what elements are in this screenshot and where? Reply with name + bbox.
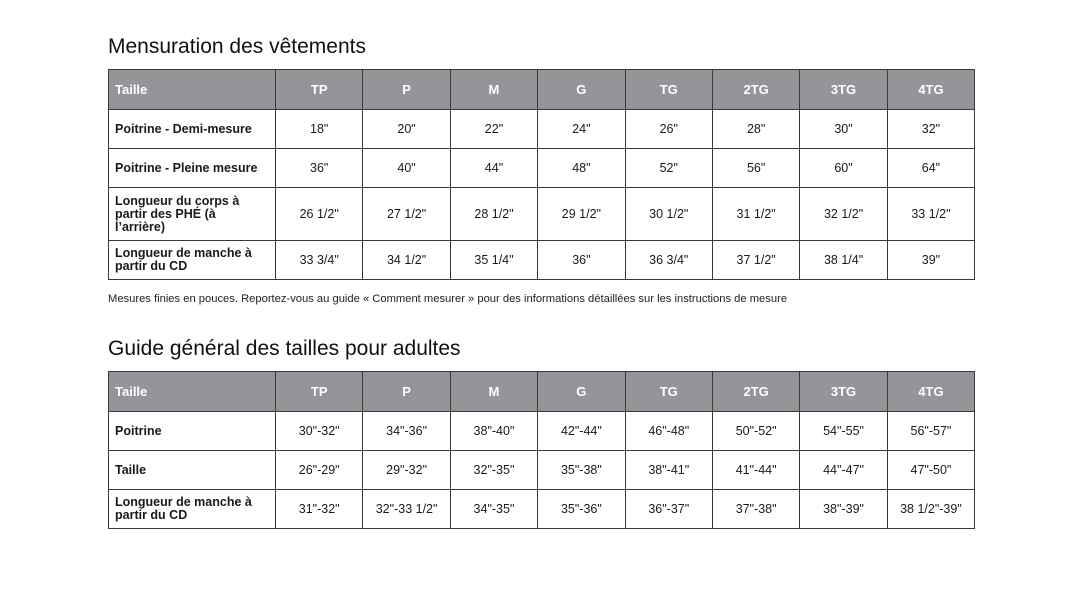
table-cell: 31"-32"	[276, 490, 363, 529]
table-cell: 35 1/4"	[450, 241, 537, 280]
table-cell: 48"	[538, 149, 625, 188]
table-cell: 38"-41"	[625, 451, 712, 490]
garment-measurements-title: Mensuration des vêtements	[108, 35, 366, 58]
table-cell: 34"-36"	[363, 412, 450, 451]
measurement-footnote: Mesures finies en pouces. Reportez-vous au guide « Comment mesurer » pour des informations détaillées sur les instructions de mesure	[108, 293, 788, 305]
table-cell: 30 1/2"	[625, 188, 712, 241]
header-cell-size: G	[538, 70, 625, 110]
table-cell: 50"-52"	[712, 412, 799, 451]
table-cell: 20"	[363, 110, 450, 149]
table-cell: 38"-39"	[800, 490, 887, 529]
table-cell: 38 1/4"	[800, 241, 887, 280]
table-row-body-length	[109, 188, 975, 241]
table-cell: 38"-40"	[450, 412, 537, 451]
table-row-sleeve-length	[109, 241, 975, 280]
table-cell: 33 1/2"	[887, 188, 974, 241]
table-cell: 32"-33 1/2"	[363, 490, 450, 529]
table-cell: 56"-57"	[887, 412, 974, 451]
row-label: Poitrine - Pleine mesure	[109, 149, 276, 188]
table-cell: 35"-36"	[538, 490, 625, 529]
table-header-row	[109, 372, 975, 412]
table-cell: 30"-32"	[276, 412, 363, 451]
header-cell-size: 3TG	[800, 70, 887, 110]
table-cell: 31 1/2"	[712, 188, 799, 241]
table-cell: 34 1/2"	[363, 241, 450, 280]
table-row-chest	[109, 412, 975, 451]
header-cell-size: TG	[625, 70, 712, 110]
table-cell: 37"-38"	[712, 490, 799, 529]
table-cell: 52"	[625, 149, 712, 188]
table-cell: 24"	[538, 110, 625, 149]
table-cell: 47"-50"	[887, 451, 974, 490]
row-label: Taille	[109, 451, 276, 490]
table-cell: 28 1/2"	[450, 188, 537, 241]
table-cell: 32"-35"	[450, 451, 537, 490]
table-cell: 54"-55"	[800, 412, 887, 451]
table-cell: 36"	[538, 241, 625, 280]
table-cell: 44"	[450, 149, 537, 188]
header-cell-taille: Taille	[109, 372, 276, 412]
row-label: Poitrine	[109, 412, 276, 451]
adult-size-guide-table	[108, 371, 975, 529]
table-cell: 18"	[276, 110, 363, 149]
header-cell-size: M	[450, 70, 537, 110]
table-cell: 30"	[800, 110, 887, 149]
table-cell: 29"-32"	[363, 451, 450, 490]
row-label: Poitrine - Demi-mesure	[109, 110, 276, 149]
table-cell: 33 3/4"	[276, 241, 363, 280]
table-row-chest-full	[109, 149, 975, 188]
row-label: Longueur de manche à partir du CD	[109, 490, 276, 529]
header-cell-size: 2TG	[712, 372, 799, 412]
table-cell: 35"-38"	[538, 451, 625, 490]
table-cell: 36 3/4"	[625, 241, 712, 280]
table-cell: 40"	[363, 149, 450, 188]
table-header-row	[109, 70, 975, 110]
row-label: Longueur du corps à partir des PHÉ (à l’arrière)	[109, 188, 276, 241]
header-cell-size: 3TG	[800, 372, 887, 412]
table-cell: 37 1/2"	[712, 241, 799, 280]
table-cell: 41"-44"	[712, 451, 799, 490]
table-cell: 39"	[887, 241, 974, 280]
table-row-sleeve-length	[109, 490, 975, 529]
table-cell: 26 1/2"	[276, 188, 363, 241]
garment-measurements-table	[108, 69, 975, 280]
table-cell: 42"-44"	[538, 412, 625, 451]
table-cell: 26"-29"	[276, 451, 363, 490]
header-cell-taille: Taille	[109, 70, 276, 110]
header-cell-size: G	[538, 372, 625, 412]
table-cell: 29 1/2"	[538, 188, 625, 241]
table-cell: 34"-35"	[450, 490, 537, 529]
header-cell-size: P	[363, 372, 450, 412]
header-cell-size: 4TG	[887, 372, 974, 412]
header-cell-size: TG	[625, 372, 712, 412]
table-cell: 56"	[712, 149, 799, 188]
adult-size-guide-title: Guide général des tailles pour adultes	[108, 337, 461, 360]
header-cell-size: M	[450, 372, 537, 412]
table-cell: 46"-48"	[625, 412, 712, 451]
table-cell: 28"	[712, 110, 799, 149]
table-cell: 36"-37"	[625, 490, 712, 529]
table-cell: 44"-47"	[800, 451, 887, 490]
table-cell: 64"	[887, 149, 974, 188]
table-cell: 22"	[450, 110, 537, 149]
table-cell: 60"	[800, 149, 887, 188]
table-cell: 26"	[625, 110, 712, 149]
table-cell: 38 1/2"-39"	[887, 490, 974, 529]
table-cell: 32 1/2"	[800, 188, 887, 241]
table-row-waist	[109, 451, 975, 490]
table-cell: 36"	[276, 149, 363, 188]
header-cell-size: 4TG	[887, 70, 974, 110]
table-row-chest-half	[109, 110, 975, 149]
table-cell: 27 1/2"	[363, 188, 450, 241]
header-cell-size: 2TG	[712, 70, 799, 110]
row-label: Longueur de manche à partir du CD	[109, 241, 276, 280]
header-cell-size: TP	[276, 372, 363, 412]
table-cell: 32"	[887, 110, 974, 149]
header-cell-size: TP	[276, 70, 363, 110]
header-cell-size: P	[363, 70, 450, 110]
